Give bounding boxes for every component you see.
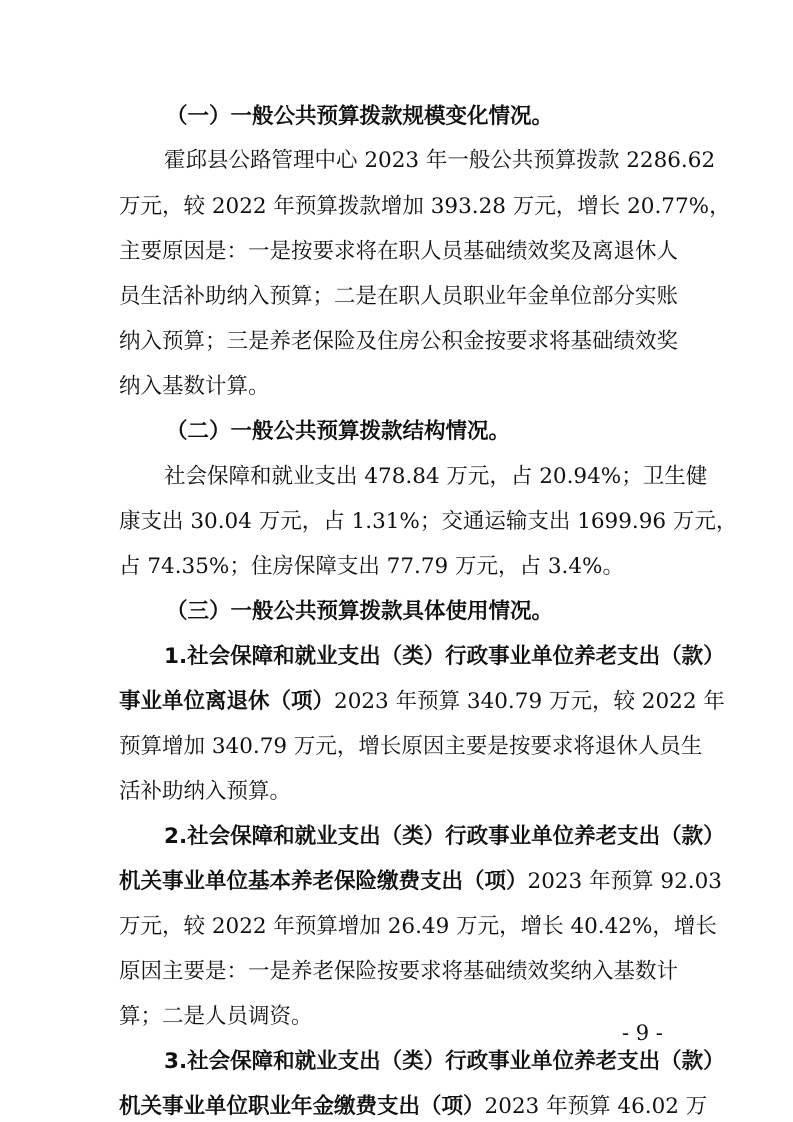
subsection-heading-continuation: 机关事业单位基本养老保险缴费支出（项） <box>119 869 528 894</box>
mixed-paragraph-line <box>119 1092 708 1122</box>
paragraph-text: 2023 年预算 46.02 万 <box>484 1094 708 1119</box>
paragraph-text: 2023 年预算 340.79 万元，较 2022 年 <box>334 689 725 714</box>
paragraph-line: 原因主要是：一是养老保险按要求将基础绩效奖纳入基数计 <box>119 959 679 984</box>
paragraph-line: 占 74.35%；住房保障支出 77.79 万元，占 3.4%。 <box>119 554 624 579</box>
section-heading-3: （三）一般公共预算拨款具体使用情况。 <box>166 599 554 624</box>
paragraph-line: 康支出 30.04 万元，占 1.31%；交通运输支出 1699.96 万元， <box>119 509 738 534</box>
subsection-heading-continuation: 事业单位离退休（项） <box>119 689 335 714</box>
paragraph-line: 纳入预算；三是养老保险及住房公积金按要求将基础绩效奖 <box>119 329 679 354</box>
paragraph-line: 社会保障和就业支出 478.84 万元，占 20.94%；卫生健 <box>164 464 708 489</box>
paragraph-line: 员生活补助纳入预算；二是在职人员职业年金单位部分实账 <box>119 284 679 309</box>
paragraph-line: 预算增加 340.79 万元，增长原因主要是按要求将退休人员生 <box>119 734 703 759</box>
subsection-heading-3: 3.社会保障和就业支出（类）行政事业单位养老支出（款） <box>164 1049 725 1074</box>
paragraph-line: 霍邱县公路管理中心 2023 年一般公共预算拨款 2286.62 <box>164 148 716 173</box>
paragraph-line: 活补助纳入预算。 <box>119 779 292 804</box>
paragraph-text: 2023 年预算 92.03 <box>527 869 722 894</box>
paragraph-line: 算；二是人员调资。 <box>119 1004 313 1029</box>
subsection-heading-continuation: 机关事业单位职业年金缴费支出（项） <box>119 1094 485 1119</box>
section-heading-1: （一）一般公共预算拨款规模变化情况。 <box>166 104 554 129</box>
paragraph-line: 万元，较 2022 年预算增加 26.49 万元，增长 40.42%，增长 <box>119 914 717 939</box>
page-number: - 9 - <box>622 1021 663 1045</box>
paragraph-line: 主要原因是：一是按要求将在职人员基础绩效奖及离退休人 <box>119 239 679 264</box>
paragraph-line: 纳入基数计算。 <box>119 374 270 399</box>
subsection-heading-2: 2.社会保障和就业支出（类）行政事业单位养老支出（款） <box>164 824 725 849</box>
paragraph-line: 万元，较 2022 年预算拨款增加 393.28 万元，增长 20.77%， <box>119 194 731 219</box>
section-heading-2: （二）一般公共预算拨款结构情况。 <box>166 419 511 444</box>
subsection-heading-1: 1.社会保障和就业支出（类）行政事业单位养老支出（款） <box>164 644 725 669</box>
mixed-paragraph-line <box>119 687 725 717</box>
mixed-paragraph-line <box>119 867 722 897</box>
